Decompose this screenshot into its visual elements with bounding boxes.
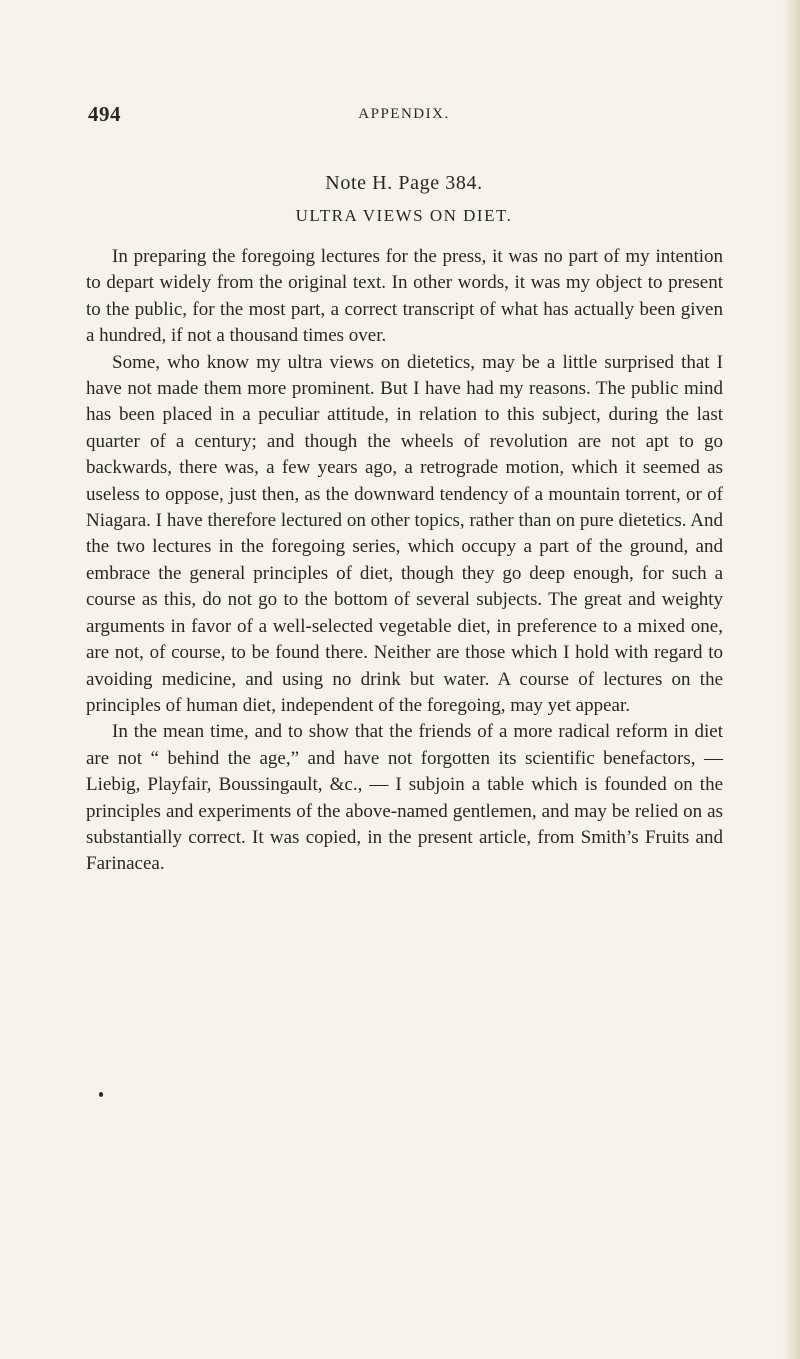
section-title: ULTRA VIEWS ON DIET.: [295, 206, 513, 225]
body-text: [86, 244, 723, 878]
paragraph: Some, who know my ultra views on dietetics, may be a little surprised that I have not made them more prominent. But I have had my reasons. The public mind has been placed in a peculiar attitude, in relation to this subject, during the last quarter of a century; and though the wheels of revolution are not apt to go backwards, there was, a few years ago, a retrograde motion, which it seemed as useless to oppose, just then, as the downward tendency of a mountain torrent, or of Niagara. I have therefore lectured on other topics, rather than on pure dietetics. And the two lectures in the foregoing series, which occupy a part of the ground, and embrace the general principles of diet, though they go deep enough, for such a course as this, do not go to the bottom of several subjects. The great and weighty arguments in favor of a well-selected vegetable diet, in preference to a mixed one, are not, of course, to be found there. Neither are those which I hold with regard to avoiding medicine, and using no drink but water. A course of lectures on the principles of human diet, independent of the foregoing, may yet appear.: [86, 351, 723, 716]
page-edge-shadow: [782, 0, 800, 1359]
paragraph: In the mean time, and to show that the friends of a more radical reform in diet are not “ behind the age,” and have not forgotten its scientific benefactors, — Liebig, Playfair, Boussingault, &c., — I subjoin a table which is founded on the principles and experiments of the above-named gentlemen, and may be relied on as substantially correct. It was copied, in the present article, from Smith’s Fruits and Farinacea.: [86, 721, 723, 875]
page-header: [88, 102, 720, 132]
ink-speck: [99, 1092, 103, 1097]
page-number: 494: [88, 102, 121, 126]
running-head: APPENDIX.: [358, 106, 450, 122]
note-title: Note H. Page 384.: [325, 172, 483, 194]
paragraph: In preparing the foregoing lectures for the press, it was no part of my intention to depart widely from the original text. In other words, it was my object to present to the public, for the most part, a correct transcript of what has actually been given a hundred, if not a thousand times over.: [86, 246, 723, 347]
